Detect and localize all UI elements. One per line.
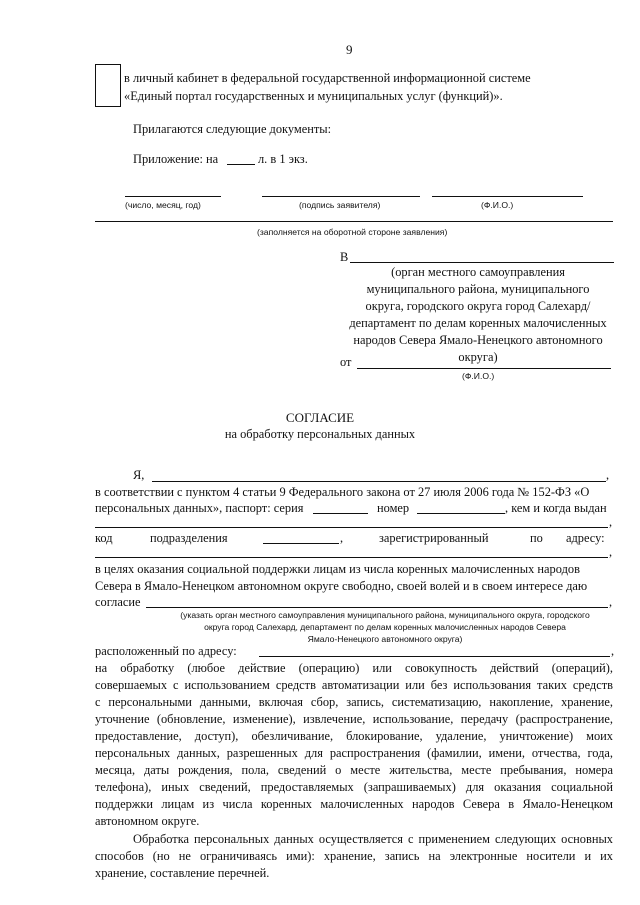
processing-line-3: с персональными данными, включая сбор, запись, систематизацию, накопление, хранение, — [95, 695, 613, 709]
name-caption: (Ф.И.О.) — [481, 200, 514, 210]
to-field[interactable] — [350, 262, 614, 263]
from-caption: (Ф.И.О.) — [462, 371, 495, 381]
processing-line-5: предоставление, доступ), обезличивание, блокирование, удаление, уничтожение) моих — [95, 729, 613, 743]
date-field[interactable] — [125, 196, 221, 197]
processing-line-7: месяца, даты рождения, пола, сведений о месте жительства, месте пребывания, номера — [95, 763, 613, 777]
document-subtitle: на обработку персональных данных — [224, 427, 416, 441]
consent-organ-field[interactable] — [146, 607, 608, 608]
registration-address-field[interactable] — [95, 557, 608, 558]
processing-line-1: на обработку (любое действие (операцию) или совокупность действий (операций), — [95, 661, 613, 675]
methods-line-last: хранение, составление перечней. — [95, 866, 270, 880]
from-prefix: от — [340, 355, 352, 369]
processing-line-9: поддержки лицам из числа коренных малочисленных народов Севера в Ямало-Ненецком — [95, 797, 613, 811]
i-prefix: Я, — [133, 468, 145, 482]
date-caption: (число, месяц, год) — [125, 200, 201, 210]
subdivision-code-field[interactable] — [263, 543, 339, 544]
option-text-line2: «Единый портал государственных и муниципальных услуг (функций)». — [124, 89, 503, 103]
issued-by-field[interactable] — [95, 527, 608, 528]
i-suffix: , — [606, 468, 610, 482]
appendix-prefix: Приложение: на — [133, 152, 219, 166]
address-word: адресу: — [566, 531, 605, 545]
addressee-line-6: округа) — [458, 350, 498, 364]
signature-caption: (подпись заявителя) — [299, 200, 381, 210]
processing-line-8: телефона), иных сведений, предоставляемых (запрашиваемых) для оказания социальной — [95, 780, 613, 794]
methods-line-1: Обработка персональных данных осуществляется с применением следующих основных — [133, 832, 613, 846]
appendix-pages-field[interactable] — [227, 164, 255, 165]
attachments-heading: Прилагаются следующие документы: — [133, 122, 332, 136]
addressee-line-4: департамент по делам коренных малочисленных — [349, 316, 607, 330]
consent-caption-2: округа город Салехард, департамент по делам коренных малочисленных народов Севера — [204, 622, 566, 632]
code-comma: , — [340, 531, 344, 545]
consent-caption-3: Ямало-Ненецкого автономного округа) — [307, 634, 463, 644]
full-name-field[interactable] — [152, 481, 606, 482]
addressee-line-5: народов Севера Ямало-Ненецкого автономного — [353, 333, 603, 347]
option-checkbox[interactable] — [95, 64, 121, 107]
document-title: СОГЛАСИЕ — [285, 410, 355, 425]
law-line-2b: номер — [377, 501, 410, 515]
separator-line — [95, 221, 613, 222]
subdivision-word: подразделения — [150, 531, 228, 545]
passport-series-field[interactable] — [313, 513, 368, 514]
addressee-line-2: муниципального района, муниципального — [366, 282, 590, 296]
law-line-2a: персональных данных», паспорт: серия — [95, 501, 304, 515]
registered-word: зарегистрированный — [379, 531, 489, 545]
methods-line-2: способов (но не ограничиваясь ими): хранение, запись на электронные носители и их — [95, 849, 613, 863]
to-prefix: В — [340, 250, 349, 264]
addressee-line-1: (орган местного самоуправления — [391, 265, 565, 279]
processing-line-last: автономном округе. — [95, 814, 200, 828]
code-word: код — [95, 531, 113, 545]
appendix-suffix: л. в 1 экз. — [258, 152, 308, 166]
processing-line-2: совершаемых с использованием средств автоматизации или без использования таких средств — [95, 678, 613, 692]
consent-word: согласие — [95, 595, 141, 609]
purpose-line-2: Севера в Ямало-Ненецком автономном округе свободно, своей волей и в своем интересе даю — [95, 579, 588, 593]
located-prefix: расположенный по адресу: — [95, 644, 237, 658]
consent-caption-1: (указать орган местного самоуправления муниципального района, муниципального округа, городского — [180, 610, 590, 620]
purpose-line-1: в целях оказания социальной поддержки лицам из числа коренных малочисленных народов — [95, 562, 580, 576]
signature-field[interactable] — [262, 196, 420, 197]
option-text-line1: в личный кабинет в федеральной государственной информационной системе — [124, 71, 531, 85]
from-field[interactable] — [357, 368, 611, 369]
name-field[interactable] — [432, 196, 583, 197]
page-number: 9 — [346, 42, 353, 57]
passport-number-field[interactable] — [417, 513, 505, 514]
reverse-note: (заполняется на оборотной стороне заявления) — [257, 227, 448, 237]
addressee-line-3: округа, городского округа город Салехард/ — [365, 299, 591, 313]
at-word: по — [530, 531, 543, 545]
processing-line-6: персональных данных, разрешенных для распространения (фамилии, имени, отчества, года, — [95, 746, 613, 760]
processing-line-4: уточнение (обновление, изменение), извлечение, использование, передачу (распространение, — [95, 712, 613, 726]
law-line-2c: , кем и когда выдан — [505, 501, 607, 515]
law-line-1: в соответствии с пунктом 4 статьи 9 Федерального закона от 27 июля 2006 года № 152-ФЗ «О — [95, 485, 590, 499]
organ-address-field[interactable] — [259, 656, 610, 657]
